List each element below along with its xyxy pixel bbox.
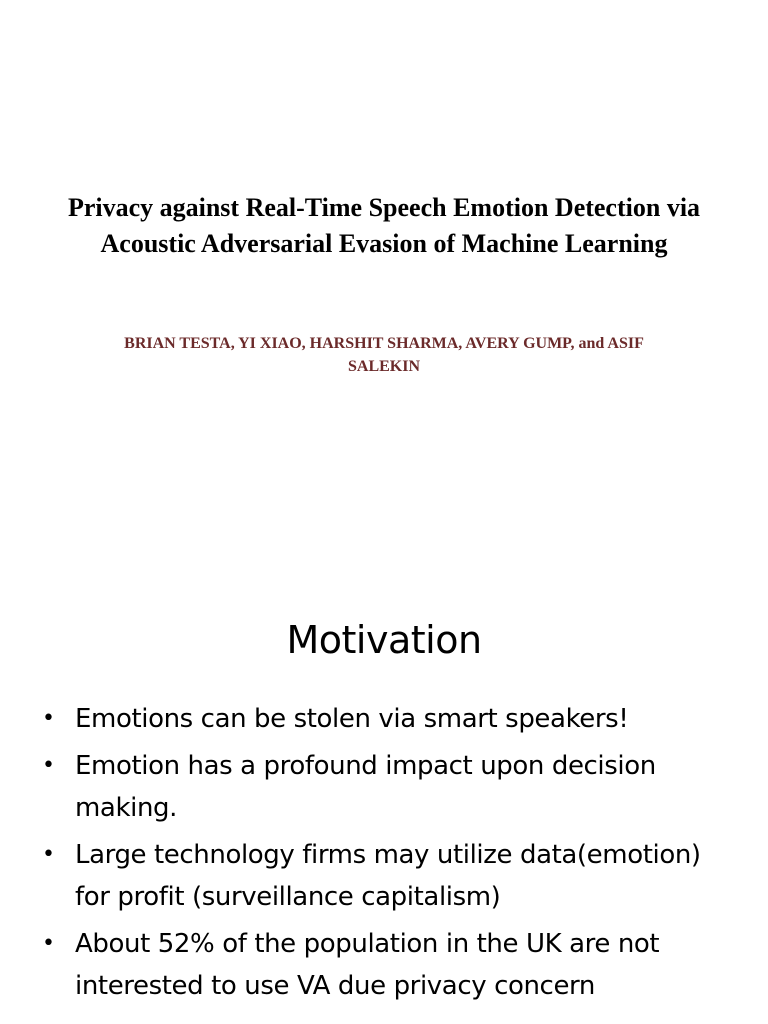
bullet-dot-icon: • (42, 753, 55, 778)
bullet-dot-icon: • (42, 842, 55, 867)
bullet-text: Large technology firms may utilize data(emotion) for profit (surveillance capitalism) (75, 840, 701, 912)
bullet-text: Emotions can be stolen via smart speakers! (75, 704, 629, 734)
bullet-dot-icon: • (42, 931, 55, 956)
bullet-item (40, 834, 740, 918)
bullet-text: Emotion has a profound impact upon decision making. (75, 751, 656, 823)
bullet-text: About 52% of the population in the UK are not interested to use VA due privacy concern (75, 929, 660, 1001)
bullet-list (40, 698, 740, 1012)
bullet-item (40, 745, 740, 829)
paper-authors: BRIAN TESTA, YI XIAO, HARSHIT SHARMA, AVERY GUMP, and ASIF SALEKIN (124, 335, 644, 375)
motivation-slide (0, 576, 768, 1024)
bullet-item (40, 698, 740, 740)
slide-heading: Motivation (286, 618, 482, 662)
bullet-item (40, 923, 740, 1007)
bullet-dot-icon: • (42, 706, 55, 731)
paper-title: Privacy against Real-Time Speech Emotion Detection via Acoustic Adversarial Evasion of Machine Learning (67, 193, 701, 258)
